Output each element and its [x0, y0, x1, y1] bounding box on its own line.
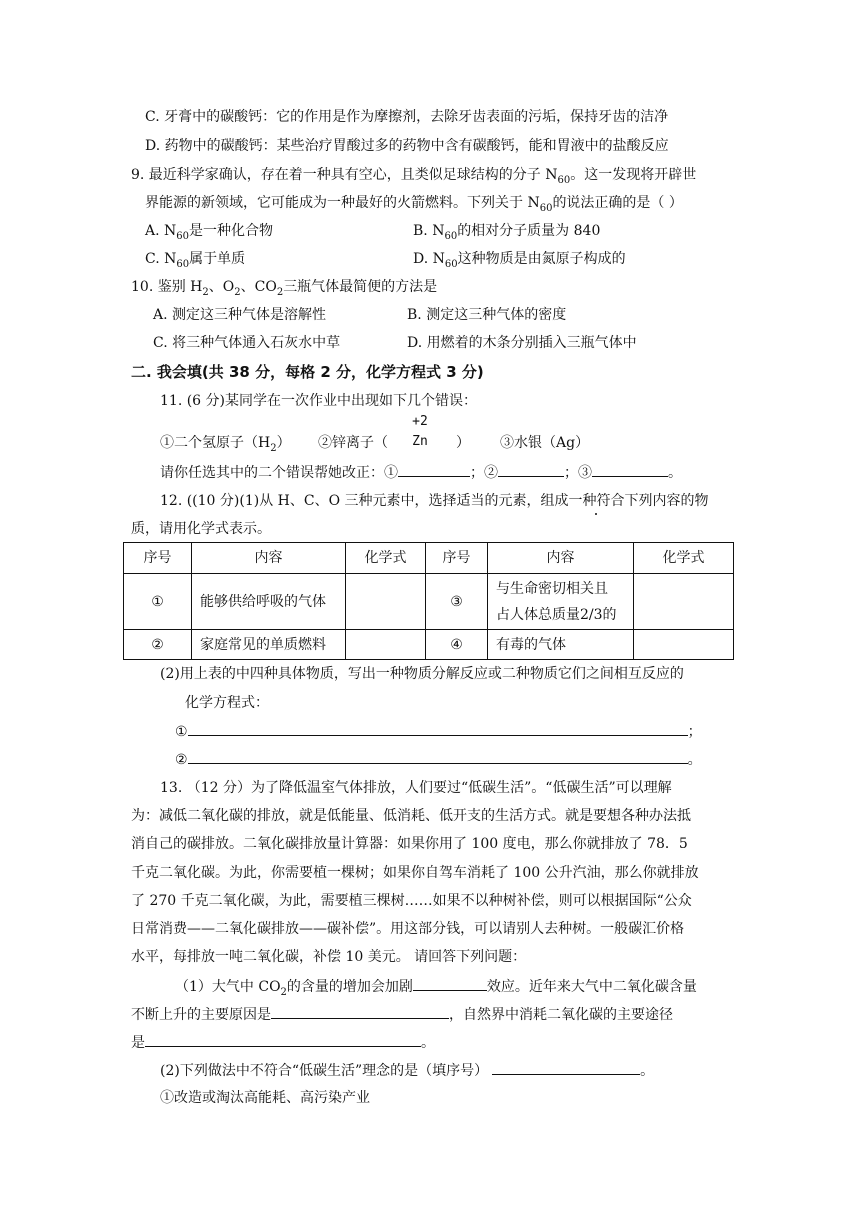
option-c-toothpaste: C. 牙膏中的碳酸钙：它的作用是作为摩擦剂，去除牙齿表面的污垢，保持牙齿的洁净 [145, 109, 669, 125]
table-row [124, 630, 734, 660]
question-12-line1: 12. ((10 分)(1)从 H、C、O 三种元素中，选择适当的元素，组成一种符合下列内容的物 [160, 493, 709, 509]
question-13-line2: 为：减低二氧化碳的排放，就是低能量、低消耗、低开支的生活方式。就是要想各种办法抵 [131, 808, 691, 824]
formula-cell[interactable] [346, 574, 426, 630]
equation-blank-2[interactable] [188, 749, 688, 764]
header-number-2: 序号 [426, 543, 488, 574]
question-13-line4: 千克二氧化碳。为此，你需要植一棵树；如果你自驾车消耗了 100 公升汽油，那么你就排放 [131, 865, 699, 881]
question-9-option-b: B. $N_{60}$的相对分子质量为 840 [413, 223, 601, 242]
option-d-medicine: D. 药物中的碳酸钙：某些治疗胃酸过多的药物中含有碳酸钙，能和胃液中的盐酸反应 [145, 138, 669, 154]
question-9-option-c: C. $N_{60}$属于单质 [145, 251, 246, 270]
formula-cell[interactable] [346, 630, 426, 660]
question-13-part1-line3: 是 。 [131, 1032, 435, 1053]
pathway-blank[interactable] [145, 1032, 421, 1047]
effect-blank[interactable] [413, 976, 487, 991]
equation-blank-1[interactable] [188, 721, 688, 736]
question-9-option-d: D. $N_{60}$这种物质是由氮原子构成的 [413, 251, 626, 270]
section-2-heading: 二. 我会填(共 38 分，每格 2 分，化学方程式 3 分) [131, 363, 484, 381]
question-13-part1-line1: （1）大气中 $CO_2$的含量的增加会加剧 效应。近年来大气中二氧化碳含量 [175, 976, 697, 1003]
question-10: 10. 鉴别 $H_2$、$O_2$、$CO_2$三瓶气体最简便的方法是 [131, 279, 438, 298]
formula-table [123, 542, 734, 660]
row-number: ② [124, 630, 192, 660]
header-formula-1: 化学式 [346, 543, 426, 574]
question-13-option-1: ①改造或淘汰高能耗、高污染产业 [160, 1090, 370, 1106]
header-number-1: 序号 [124, 543, 192, 574]
question-13-line3: 消自己的碳排放。二氧化碳排放量计算器：如果你用了 100 度电，那么你就排放了 78．5 [131, 836, 688, 852]
question-10-option-c: C. 将三种气体通入石灰水中草 [153, 335, 341, 351]
error-1: ①二个氢原子$(H_2)$ [160, 435, 291, 454]
error-3: ③水银（Ag） [500, 435, 590, 451]
question-11: 11. (6 分)某同学在一次作业中出现如下几个错误： [160, 393, 477, 409]
table-row [124, 574, 734, 630]
equation-line-2: ② 。 [175, 749, 702, 770]
question-12-part2-line2: 化学方程式： [185, 695, 269, 711]
answer-blank-1[interactable] [398, 462, 470, 477]
choice-blank[interactable] [492, 1060, 640, 1075]
row-number: ① [124, 574, 192, 630]
header-formula-2: 化学式 [634, 543, 734, 574]
reason-blank[interactable] [271, 1004, 449, 1019]
table-header-row [124, 543, 734, 574]
question-13-part2: (2)下列做法中不符合“低碳生活”理念的是（填序号） 。 [160, 1060, 654, 1081]
question-12-line2: 质，请用化学式表示。 [131, 521, 271, 537]
emphasis-dot [595, 513, 597, 515]
row-content: 与生命密切相关且 占人体总质量2/3的 [488, 574, 634, 630]
zinc-ion-notation: +2 Zn [412, 414, 428, 449]
row-number: ④ [426, 630, 488, 660]
row-content: 有毒的气体 [488, 630, 634, 660]
question-12-part2-line1: (2)用上表的中四种具体物质，写出一种物质分解反应或二种物质它们之间相互反应的 [160, 666, 684, 682]
formula-cell[interactable] [634, 630, 734, 660]
question-10-option-b: B. 测定这三种气体的密度 [407, 307, 567, 323]
question-13-line7: 水平，每排放一吨二氧化碳，补偿 10 美元。 请回答下列问题： [131, 949, 527, 965]
formula-cell[interactable] [634, 574, 734, 630]
question-9-line2: 界能源的新领域，它可能成为一种最好的火箭燃料。下列关于 $N_{60}$的说法正确的是（ ） [145, 195, 683, 214]
question-13-line5: 了 270 千克二氧化碳，为此，需要植三棵树……如果不以种树补偿，则可以根据国际“公众 [131, 893, 692, 909]
question-13-line6: 日常消费——二氧化碳排放——碳补偿”。用这部分钱，可以请别人去种树。一般碳汇价格 [131, 921, 685, 937]
question-10-option-d: D. 用燃着的木条分别插入三瓶气体中 [407, 335, 637, 351]
question-13-line1: 13. （12 分）为了降低温室气体排放，人们要过“低碳生活”。“低碳生活”可以理解 [160, 780, 672, 796]
header-content-1: 内容 [192, 543, 346, 574]
row-content: 家庭常见的单质燃料 [192, 630, 346, 660]
answer-blank-2[interactable] [498, 462, 564, 477]
question-11-answer-line: 请你任选其中的二个错误帮她改正：① ；② ；③ 。 [160, 462, 682, 483]
answer-blank-3[interactable] [592, 462, 668, 477]
error-2: ②锌离子（ ） [318, 435, 470, 451]
question-9-option-a: A. $N_{60}$是一种化合物 [145, 223, 273, 242]
question-13-part1-line2: 不断上升的主要原因是 ，自然界中消耗二氧化碳的主要途径 [131, 1004, 673, 1025]
row-content: 能够供给呼吸的气体 [192, 574, 346, 630]
header-content-2: 内容 [488, 543, 634, 574]
question-10-option-a: A. 测定这三种气体是溶解性 [153, 307, 327, 323]
row-number: ③ [426, 574, 488, 630]
question-9-line1: 9. 最近科学家确认，存在着一种具有空心，且类似足球结构的分子 $N_{60}$。这一发现将开辟世 [131, 167, 697, 186]
equation-line-1: ① ； [175, 721, 702, 742]
